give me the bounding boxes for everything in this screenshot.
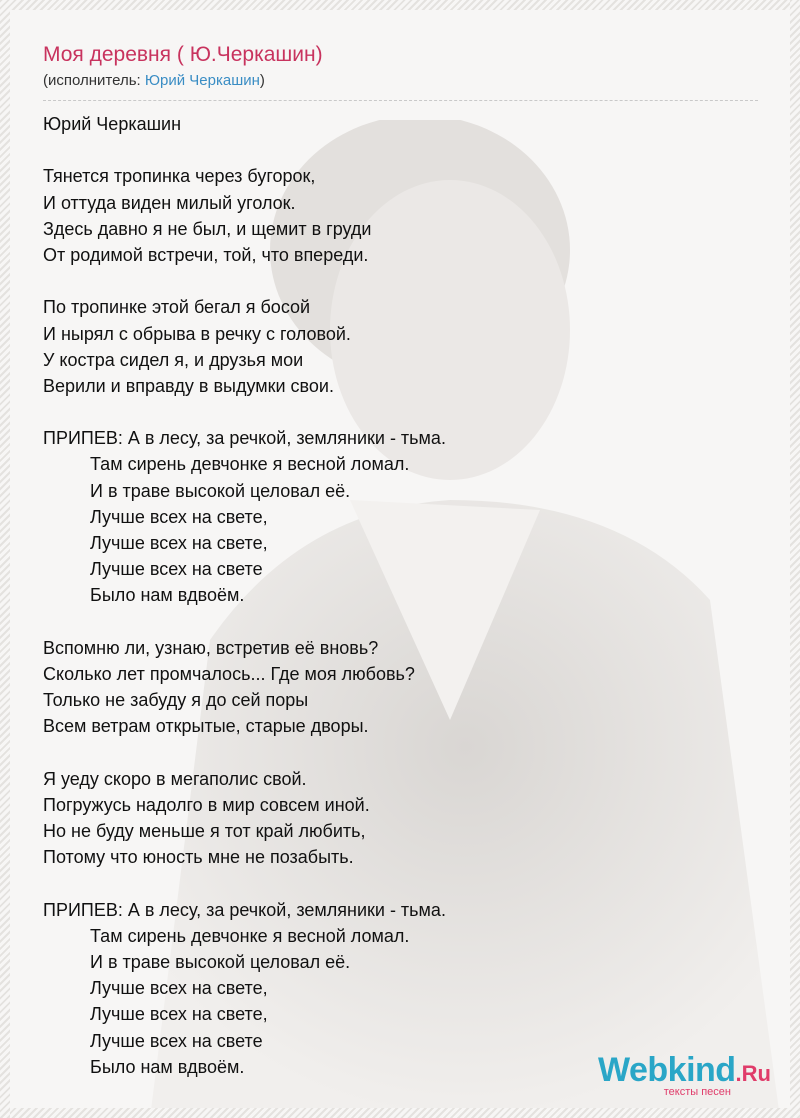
lyric-line: ПРИПЕВ: А в лесу, за речкой, земляники - тьма. (43, 428, 446, 449)
stanza-gap (43, 399, 758, 425)
performer-link[interactable]: Юрий Черкашин (144, 72, 260, 89)
header-divider (43, 100, 758, 101)
paper-edge-right (790, 0, 800, 1118)
lyric-line: Тянется тропинка через бугорок, (43, 166, 316, 187)
watermark-tld: .Ru (735, 1061, 771, 1086)
lyric-line: Здесь давно я не был, и щемит в груди (43, 218, 372, 239)
stanza-gap (43, 609, 758, 635)
lyric-line: Лучше всех на свете, (90, 978, 268, 999)
lyric-line: Было нам вдвоём. (90, 1056, 245, 1077)
lyric-line: Сколько лет промчалось... Где моя любовь? (43, 663, 415, 684)
lyric-line: Всем ветрам открытые, старые дворы. (43, 716, 369, 737)
lyric-line: Лучше всех на свете, (90, 506, 268, 527)
lyric-line: И нырял с обрыва в речку с головой. (43, 323, 351, 344)
lyrics-text (43, 111, 758, 1080)
site-watermark (571, 1052, 771, 1102)
lyric-line: Там сирень девчонке я весной ломал. (90, 925, 410, 946)
lyric-line: У костра сидел я, и друзья мои (43, 349, 304, 370)
lyric-line: И в траве высокой целовал её. (90, 952, 351, 972)
lyric-line: И оттуда виден милый уголок. (43, 192, 296, 213)
performer-line (43, 70, 758, 92)
song-title: Моя деревня ( Ю.Черкашин) (43, 43, 323, 66)
stanza-gap (43, 137, 758, 163)
stanza-gap (43, 268, 758, 294)
lyric-line: Только не забуду я до сей поры (43, 690, 309, 711)
lyric-line: Лучше всех на свете, (90, 533, 268, 553)
lyric-line: Погружусь надолго в мир совсем иной. (43, 794, 370, 815)
lyric-line: По тропинке этой бегал я босой (43, 297, 311, 318)
paper-edge-bottom (0, 1108, 800, 1118)
lyric-line: Но не буду меньше я тот край любить, (43, 821, 366, 842)
lyric-line: От родимой встречи, той, что впереди. (43, 244, 369, 265)
paper-edge-left (0, 0, 10, 1118)
lyric-line: Лучше всех на свете (90, 1030, 263, 1051)
paper-edge-top (0, 0, 800, 10)
lyric-line: Там сирень девчонке я весной ломал. (90, 454, 410, 475)
lyric-line: Юрий Черкашин (43, 114, 182, 134)
lyric-line: Потому что юность мне не позабыть. (43, 847, 354, 868)
performer-prefix: (исполнитель: (43, 72, 145, 89)
lyric-line: Лучше всех на свете, (90, 1004, 268, 1025)
stanza-gap (43, 740, 758, 766)
lyric-line: Верили и вправду в выдумки свои. (43, 375, 334, 396)
stanza-gap (43, 870, 758, 896)
lyric-line: Я уеду скоро в мегаполис свой. (43, 768, 307, 789)
lyric-line: Вспомню ли, узнаю, встретив её вновь? (43, 637, 379, 658)
watermark-brand: Webkind (598, 1051, 736, 1089)
performer-suffix: ) (259, 72, 265, 89)
lyric-line: Было нам вдвоём. (90, 585, 245, 606)
lyrics-page (43, 40, 758, 1080)
lyric-line: Лучше всех на свете (90, 559, 263, 580)
watermark-tagline: тексты песен (663, 1086, 731, 1098)
lyric-line: ПРИПЕВ: А в лесу, за речкой, земляники - тьма. (43, 899, 446, 920)
lyric-line: И в траве высокой целовал её. (90, 480, 351, 501)
